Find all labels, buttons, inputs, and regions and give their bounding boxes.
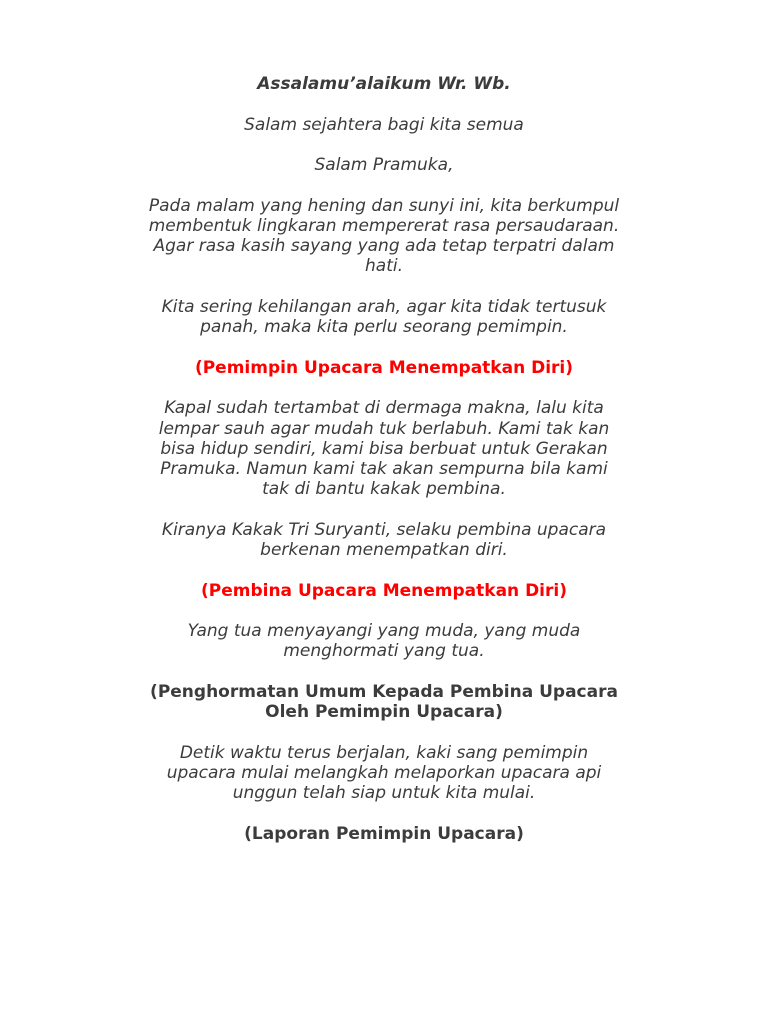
stage-direction-pembina: (Pembina Upacara Menempatkan Diri)	[200, 580, 567, 601]
paragraph-malam: Pada malam yang hening dan sunyi ini, kita berkumpul membentuk lingkaran mempererat rasa persaudaraan. Agar rasa kasih sayang yang ada tetap terpatri dalam hati.	[148, 195, 620, 277]
paragraph-tua: Yang tua menyayangi yang muda, yang muda menghormati yang tua.	[187, 621, 581, 662]
salam-pramuka: Salam Pramuka,	[314, 155, 454, 176]
paragraph-kiranya: Kiranya Kakak Tri Suryanti, selaku pembina upacara berkenan menempatkan diri.	[161, 519, 607, 560]
greeting: Assalamu’alaikum Wr. Wb.	[257, 74, 511, 94]
stage-direction-penghormatan: (Penghormatan Umum Kepada Pembina Upacara Oleh Pemimpin Upacara)	[150, 681, 618, 723]
document-page	[90, 74, 678, 864]
stage-direction-laporan: (Laporan Pemimpin Upacara)	[244, 823, 524, 844]
stage-direction-pemimpin: (Pemimpin Upacara Menempatkan Diri)	[194, 357, 574, 378]
paragraph-detik: Detik waktu terus berjalan, kaki sang pemimpin upacara mulai melangkah melaporkan upacara api unggun telah siap untuk kita mulai.	[166, 742, 602, 804]
paragraph-arah: Kita sering kehilangan arah, agar kita tidak tertusuk panah, maka kita perlu seorang pemimpin.	[161, 296, 607, 338]
paragraph-kapal: Kapal sudah tertambat di dermaga makna, lalu kita lempar sauh agar mudah tuk berlabuh. Kami tak kan bisa hidup sendiri, kami bisa berbuat untuk Gerakan Pramuka. Namun kami tak akan sempurna bila kami tak di bantu kakak pembina.	[158, 398, 610, 500]
salam-sejahtera: Salam sejahtera bagi kita semua	[244, 114, 524, 135]
